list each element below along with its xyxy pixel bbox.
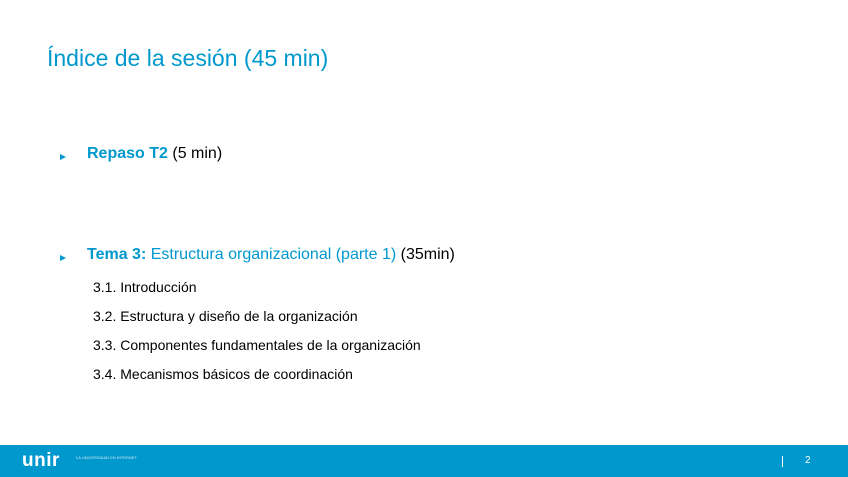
footer-divider (782, 456, 783, 467)
bullet-bold-label: Repaso T2 (87, 145, 168, 162)
bullet-text (87, 145, 222, 163)
page-number: 2 (805, 455, 811, 466)
logo-tagline: LA UNIVERSIDAD EN INTERNET (76, 455, 137, 460)
list-item: 3.4. Mecanismos básicos de coordinación (93, 366, 353, 382)
triangle-right-icon (60, 154, 66, 160)
bullet-text (87, 246, 455, 264)
bullet-bold-label: Tema 3: (87, 246, 147, 263)
slide-title: Índice de la sesión (45 min) (47, 45, 329, 71)
list-item: 3.1. Introducción (93, 279, 197, 295)
bullet-rest-label: (5 min) (167, 145, 223, 162)
logo-wordmark: unir (22, 450, 60, 471)
triangle-right-icon (60, 255, 66, 261)
subtopic-list (93, 278, 421, 394)
bullet-blue-label: Estructura organizacional (parte 1) (146, 246, 397, 263)
list-item: 3.2. Estructura y diseño de la organización (93, 308, 358, 324)
list-item: 3.3. Componentes fundamentales de la organización (93, 337, 421, 353)
footer-bar (0, 445, 848, 477)
bullet-rest-label: (35min) (396, 246, 455, 263)
